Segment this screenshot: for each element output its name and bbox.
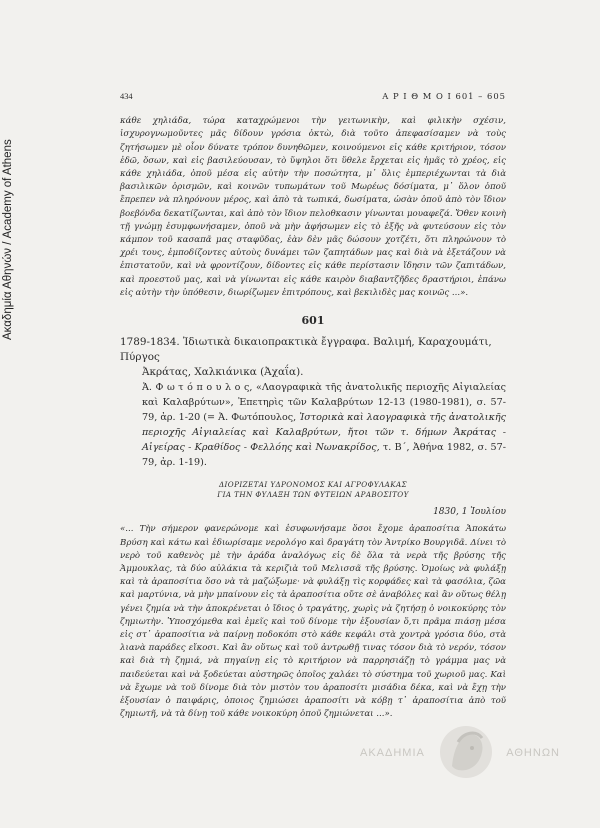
watermark-right-word: ΑΘΗΝΩΝ (506, 747, 560, 759)
title-line1: ΔΙΟΡΙΖΕΤΑΙ ΥΔΡΟΝΟΜΟΣ ΚΑΙ ΑΓΡΟΦΥΛΑΚΑΣ (218, 480, 408, 490)
page-number: 434 (120, 92, 133, 101)
document-title (120, 480, 506, 500)
athena-head-icon (438, 722, 494, 784)
document-date: 1830, 1 Ἰουλίου (433, 507, 506, 518)
heading-line2-text: Ἀκράτας, Χαλκιάνικα (Ἀχαΐα). (142, 366, 304, 379)
running-title: Α Ρ Ι Θ Μ Ο Ι 601 – 605 (382, 91, 506, 101)
document-number: 601 (301, 314, 325, 328)
continued-text: κάθε χηλιάδα, τώρα καταχρώμενοι τὴν γειτωνικὴν, καὶ φιλικὴν σχέσιν, ἰσχυρογνωμοῦντες μᾶς δίδουν γρόσια ὀκτὼ, διὰ τοῦτο ἀπεφασίσαμεν νὰ τοὺς ζητήσωμεν μὲ οἷον δύνατε τρόπον δυνηθῶμεν, κοινούμενοι εἰς κάθε κριτήριον, τόσον ἐδῶ, ὅσων, καὶ εἰς βασιλεύουσαν, τὸ ὕψηλοι ὅτι ὕθελε ἔρχεται εἰς ἡμᾶς τὸ χρέος, εἰς κάθε χηλιάδα, ὁποῦ μέσα εἰς αὐτὴν τὴν ποσώτητα, μ᾽ ὅλις ἐμπεριέχωνται τὰ διὰ βασιλικῶν ὁρισμῶν, καὶ κοινῶν τυπωμάτων τοῦ Μωρέως δόσίματα, μ᾽ ὅλον ὁποῦ ἔπρεπεν νὰ πληρόνουν μέρος, καὶ ἀπὸ τὰ τωπικά, δωσίματα, ὡσὰν ὁποῦ ἀπὸ τὸν ἴδιον βοεβόνδα δεκατίζωνται, καὶ ἀπὸ τὸν ἴδιον πελοθκασιν γίνωνται μουαφεζά. Ὅθεν κοινὴ τῇ γνώμῃ ἐσυμφωνήσαμεν, ὁποῦ νὰ μὴν ἀφήσωμεν εἰς τὸ ἑξῆς νὰ φυτεύσουν εἰς τὸν κάμπον τοῦ κασαπᾶ μας σταφῦδας, ἐὰν δὲν μᾶς δώσουν χοτζέτι, ὅτι πληρώνουν τὸ χρέι τους, ἐμποδίζοντες αὐτοὺς δυνάμει τῶν ζαπητάδων μας καὶ διὰ νὰ ἐξετάζουν νὰ ἐπιστατοῦν, καὶ νὰ φροντίζουν, δίδοντες εἰς κάθε περίστασιν ἴδησιν τῶν ζαπιτάδων, καὶ προεστοῦ μας, καὶ νὰ γίνωνται εἰς κάθε καιρὸν διαβαντζῆδες δραστήριοι, ἐπάνω εἰς αὐτὴν τὴν ὑπόθεσιν, διωρίζωμεν ἐπιτρόπους, καὶ βεκιλιδὲς μας κοινῶς ...». (120, 116, 506, 298)
page-content (120, 90, 506, 722)
watermark-left-word: ΑΚΑΔΗΜΙΑ (360, 747, 425, 759)
title-line2: ΓΙΑ ΤΗΝ ΦΥΛΑΞΗ ΤΩΝ ΦΥΤΕΙΩΝ ΑΡΑΒΟΣΙΤΟΥ (217, 490, 409, 500)
bibliographic-reference (120, 380, 506, 470)
document-heading-line2 (120, 365, 506, 380)
reference-part3: τ. Β΄, Ἀθήνα 1982, σ. 57-79, ἀρ. 1-19). (142, 442, 506, 469)
document-heading-line1: 1789-1834. Ἰδιωτικὰ δικαιοπρακτικὰ ἔγγραφα. Βαλιμή, Καραχουμάτι, Πύργος (120, 336, 492, 364)
page-header (120, 90, 506, 103)
footer-watermark (360, 718, 560, 788)
reference-part1: Ἀ. Φ ω τ ό π ο υ λ ο ς, «Λαογραφικὰ τῆς ἀνατολικῆς περιοχῆς Αἰγιαλείας καὶ Καλαβρύτων», Ἐπετηρὶς τῶν Καλαβρύτων 12-13 (1980-1981), σ. 57-79, ἀρ. 1-20 (= Ἀ. Φωτόπουλος, (142, 382, 506, 424)
document-body: «... Τὴν σήμερον φανερώνομε καὶ ἐσυφωνήσαμε ὅσοι ἔχομε ἀραποσίτια Ἀποκάτω Βρύση καὶ κάτω καὶ ἐδιωρίσαμε νερολόγο καὶ δραγάτη τὸν Ἀντρίκο Βουργιδᾶ. Δίνει τὸ νερὸ τοῦ καθενὸς μὲ τὴν ἀράδα ἀναλόγως εἰς δὲ ὅλα τὰ νερὰ τῆς βρύσης τῆς Ἀμμουκλας, τὰ δύο αὐλάκια τὰ κεριζιὰ τοῦ Μελισσᾶ τῆς βρύσης. Ὁμοίως νὰ φυλάξῃ καὶ τὰ ἀραποσίτια ὅσο νὰ τὰ μαζώξωμε· νὰ φυλάξῃ τὶς κορφάδες καὶ τὰ φασόλια, ζῶα καὶ μαρτύνια, νὰ μὴν μπαίνουν εἰς τὰ ἀραποσίτια οὔτε σὲ ἀναβόλες καὶ ἂν οὕτως θέλῃ γένει ζημία νὰ τὴν ἀποκρένεται ὁ ἴδιος ὁ τραγάτης, χωρὶς νὰ ζητήσῃ ὁ νοικοκύρης τὸν ζημιωτὴν. Ὑποσχόμεθα καὶ ἐμεῖς καὶ τοῦ δίνομε τὴν ἐξουσίαν ὅ,τι πρᾶμα πιάσῃ μέσα εἰς στ᾽ ἀραποσίτια νὰ παίρνῃ ποδοκόπι στὸ κάθε κεφάλι στὰ χοντρὰ γρόσια δύο, στὰ λιανὰ παράδες εἴκοσι. Καὶ ἂν οὕτως καὶ τοῦ ἀντρωθῇ τινας τόσον διὰ τὸ νερόν, τόσον καὶ διὰ τὴ ζημιά, νὰ πηγαίνῃ εἰς τὸ κριτήριον νὰ παρρησιάζῃ τὸ γράμμα μας νὰ παιδεύεται καὶ νὰ ξοδεύεται αὐστηρῶς ὁποῖος χαλάει τὸ σύστημα τοῦ χωριοῦ μας. Καὶ νὰ ἔχωμε νὰ τοῦ δίνομε διὰ τὸν μιστὸν του ἀραποσίτι μισάδια δέκα, καὶ νὰ ἔχῃ τὴν ἐξουσίαν ὁ παιφάρις, ὁποιος ζημιώσει ἀραποσίτι νὰ κόβῃ τ᾽ ἀραποσίτια ἀπὸ τοῦ ζημιωτῆ, νὰ τὰ δίνῃ τοῦ κάθε νοικοκύρη ὁποῦ ζημιώνεται ...». (120, 524, 506, 720)
side-watermark: Ακαδημία Αθηνών / Academy of Athens (2, 139, 14, 340)
reference-part2: Ἱστορικὰ καὶ λαογραφικὰ τῆς ἀνατολικῆς περιοχῆς Αἰγιαλείας καὶ Καλαβρύτων, ἤτοι τῶν τ. δήμων Ἀκράτας - Αἰγείρας - Κραθίδος - Φελλόης καὶ Νωνακρίδος, (142, 412, 506, 454)
